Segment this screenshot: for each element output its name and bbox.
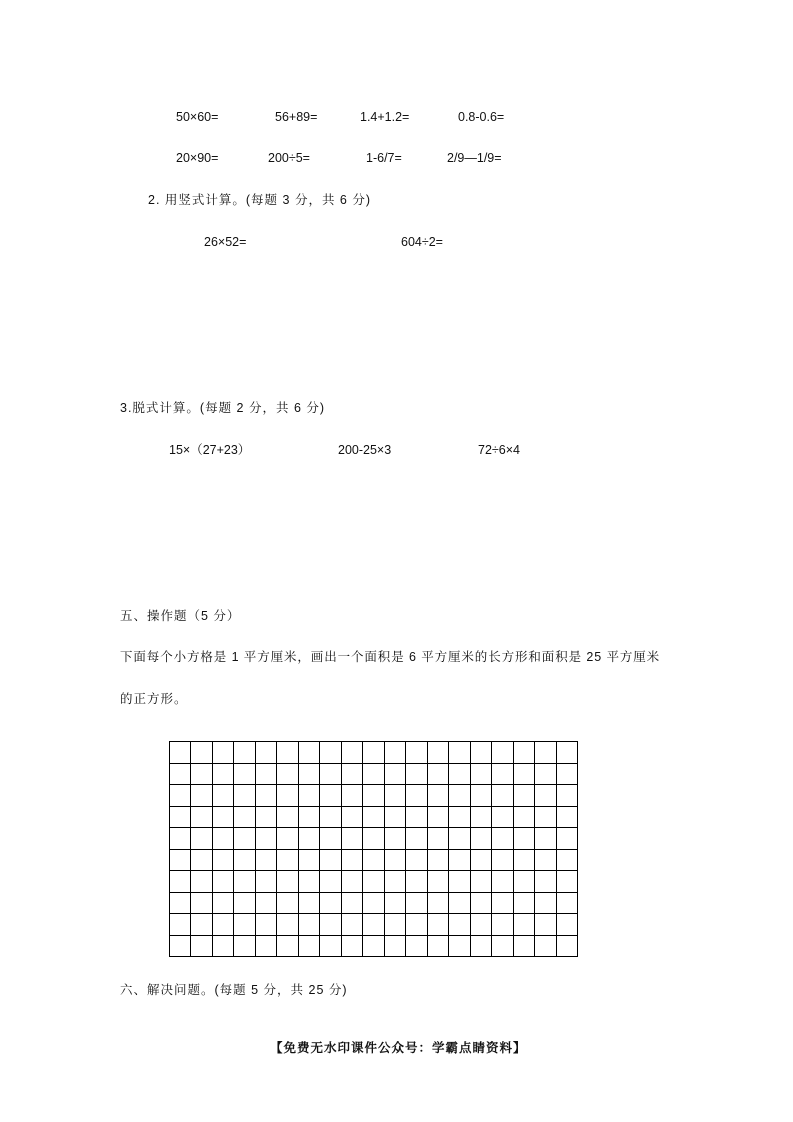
grid-cell (406, 936, 427, 958)
grid-cell (234, 850, 255, 872)
oral-calc-item: 50×60= (176, 110, 219, 124)
vertical-calc-item: 604÷2= (401, 235, 443, 249)
grid-cell (385, 936, 406, 958)
grid-cell (234, 807, 255, 829)
grid-cell (449, 828, 470, 850)
grid-cell (256, 936, 277, 958)
grid-cell (320, 764, 341, 786)
grid-cell (277, 785, 298, 807)
grid-cell (299, 828, 320, 850)
grid-cell (256, 785, 277, 807)
grid-cell (492, 871, 513, 893)
grid-cell (492, 785, 513, 807)
grid-cell (213, 850, 234, 872)
grid-cell (385, 828, 406, 850)
grid-cell (342, 936, 363, 958)
grid-cell (428, 850, 449, 872)
grid-cell (299, 807, 320, 829)
grid-cell (256, 807, 277, 829)
grid-cell (449, 893, 470, 915)
grid-cell (363, 764, 384, 786)
section5-instruction-line2: 的正方形。 (120, 692, 188, 706)
grid-cell (213, 893, 234, 915)
grid-cell (428, 871, 449, 893)
vertical-calc-heading: 2. 用竖式计算。(每题 3 分，共 6 分) (148, 193, 372, 207)
grid-cell (213, 914, 234, 936)
grid-cell (299, 893, 320, 915)
grid-cell (277, 936, 298, 958)
grid-cell (385, 742, 406, 764)
grid-cell (428, 807, 449, 829)
grid-cell (492, 914, 513, 936)
grid-cell (234, 871, 255, 893)
grid-cell (170, 828, 191, 850)
grid-cell (514, 785, 535, 807)
grid-cell (535, 871, 556, 893)
grid-cell (535, 785, 556, 807)
grid-cell (471, 893, 492, 915)
step-calc-item: 72÷6×4 (478, 443, 520, 457)
grid-cell (385, 893, 406, 915)
oral-calc-item: 0.8-0.6= (458, 110, 505, 124)
grid-cell (363, 807, 384, 829)
grid-cell (342, 785, 363, 807)
vertical-calc-item: 26×52= (204, 235, 247, 249)
grid-cell (385, 764, 406, 786)
grid-cell (406, 764, 427, 786)
grid-cell (363, 936, 384, 958)
oral-calc-item: 20×90= (176, 151, 219, 165)
grid-cell (514, 936, 535, 958)
grid-cell (514, 893, 535, 915)
grid-cell (256, 742, 277, 764)
oral-calc-item: 200÷5= (268, 151, 310, 165)
grid-cell (449, 936, 470, 958)
oral-calc-item: 1-6/7= (366, 151, 402, 165)
grid-cell (514, 764, 535, 786)
grid-cell (385, 871, 406, 893)
grid-cell (256, 828, 277, 850)
grid-cell (557, 807, 578, 829)
grid-cell (449, 742, 470, 764)
grid-cell (277, 871, 298, 893)
grid-cell (191, 785, 212, 807)
grid-cell (170, 807, 191, 829)
grid-cell (535, 828, 556, 850)
grid-cell (342, 893, 363, 915)
grid-cell (277, 807, 298, 829)
oral-calc-item: 2/9—1/9= (447, 151, 502, 165)
grid-cell (535, 936, 556, 958)
grid-cell (449, 914, 470, 936)
grid-cell (385, 785, 406, 807)
grid-cell (514, 850, 535, 872)
grid-cell (277, 764, 298, 786)
grid-cell (406, 828, 427, 850)
grid-cell (535, 807, 556, 829)
grid-cell (277, 893, 298, 915)
grid-cell (299, 764, 320, 786)
grid-cell (471, 742, 492, 764)
grid-cell (492, 764, 513, 786)
grid-cell (557, 785, 578, 807)
grid-cell (213, 764, 234, 786)
grid-cell (320, 850, 341, 872)
grid-cell (342, 742, 363, 764)
grid-cell (299, 914, 320, 936)
grid-cell (342, 850, 363, 872)
grid-cell (557, 936, 578, 958)
grid-cell (213, 785, 234, 807)
grid-cell (449, 785, 470, 807)
grid-cell (234, 764, 255, 786)
grid-cell (557, 893, 578, 915)
grid-cell (449, 764, 470, 786)
grid-cell (277, 850, 298, 872)
section5-heading: 五、操作题（5 分） (120, 609, 241, 623)
step-calc-item: 200-25×3 (338, 443, 392, 457)
grid-cell (557, 742, 578, 764)
grid-cell (213, 828, 234, 850)
grid-cell (234, 828, 255, 850)
grid-cell (170, 850, 191, 872)
grid-cell (406, 785, 427, 807)
grid-cell (320, 785, 341, 807)
grid-cell (428, 764, 449, 786)
oral-calc-item: 1.4+1.2= (360, 110, 410, 124)
grid-cell (492, 936, 513, 958)
grid-cell (492, 807, 513, 829)
grid-cell (471, 828, 492, 850)
grid-cell (406, 850, 427, 872)
step-calc-heading: 3.脱式计算。(每题 2 分，共 6 分) (120, 401, 326, 415)
grid-cell (234, 785, 255, 807)
grid-cell (256, 893, 277, 915)
oral-calc-item: 56+89= (275, 110, 318, 124)
grid-cell (428, 785, 449, 807)
grid-cell (299, 850, 320, 872)
grid-cell (471, 936, 492, 958)
grid-cell (191, 850, 212, 872)
grid-cell (471, 785, 492, 807)
grid-cell (299, 871, 320, 893)
grid-cell (449, 871, 470, 893)
grid-cell (471, 871, 492, 893)
grid-cell (471, 850, 492, 872)
grid-cell (256, 871, 277, 893)
grid-cell (363, 828, 384, 850)
grid-cell (191, 828, 212, 850)
grid-cell (277, 828, 298, 850)
grid-cell (449, 807, 470, 829)
grid-cell (428, 893, 449, 915)
grid-cell (557, 764, 578, 786)
grid-cell (191, 807, 212, 829)
section6-heading: 六、解决问题。(每题 5 分，共 25 分) (120, 983, 348, 997)
grid-cell (514, 871, 535, 893)
grid-cell (471, 914, 492, 936)
grid-cell (492, 742, 513, 764)
grid-cell (213, 742, 234, 764)
grid-cell (471, 764, 492, 786)
grid-cell (428, 828, 449, 850)
grid-cell (342, 871, 363, 893)
grid-cell (535, 742, 556, 764)
grid-cell (428, 742, 449, 764)
grid-cell (406, 742, 427, 764)
grid-cell (191, 914, 212, 936)
grid-cell (428, 936, 449, 958)
grid-cell (385, 914, 406, 936)
grid-cell (234, 914, 255, 936)
grid-cell (170, 742, 191, 764)
grid-cell (535, 914, 556, 936)
grid-cell (191, 764, 212, 786)
grid-cell (492, 850, 513, 872)
grid-cell (514, 828, 535, 850)
grid-cell (342, 764, 363, 786)
grid-cell (234, 893, 255, 915)
grid-cell (213, 871, 234, 893)
grid-cell (492, 828, 513, 850)
grid-cell (320, 914, 341, 936)
grid-cell (557, 828, 578, 850)
grid-cell (363, 785, 384, 807)
grid-cell (299, 742, 320, 764)
grid-cell (557, 914, 578, 936)
grid-cell (557, 850, 578, 872)
grid-cell (406, 914, 427, 936)
grid-cell (320, 893, 341, 915)
grid-cell (406, 893, 427, 915)
grid-cell (256, 914, 277, 936)
grid-cell (557, 871, 578, 893)
grid-cell (277, 914, 298, 936)
grid-cell (320, 936, 341, 958)
grid-cell (299, 936, 320, 958)
grid-cell (385, 807, 406, 829)
grid-cell (170, 893, 191, 915)
grid-cell (406, 807, 427, 829)
grid-cell (320, 807, 341, 829)
grid-cell (535, 764, 556, 786)
grid-cell (514, 914, 535, 936)
grid-cell (492, 893, 513, 915)
grid-cell (191, 893, 212, 915)
grid-cell (191, 871, 212, 893)
grid-cell (363, 850, 384, 872)
grid-cell (191, 742, 212, 764)
grid-cell (535, 893, 556, 915)
square-grid (169, 741, 578, 957)
grid-cell (363, 871, 384, 893)
grid-cell (256, 850, 277, 872)
grid-cell (363, 914, 384, 936)
grid-cell (191, 936, 212, 958)
grid-cell (471, 807, 492, 829)
grid-cell (234, 742, 255, 764)
grid-cell (320, 742, 341, 764)
section5-instruction-line1: 下面每个小方格是 1 平方厘米，画出一个面积是 6 平方厘米的长方形和面积是 25 平方厘米 (120, 650, 661, 664)
grid-cell (449, 850, 470, 872)
footer-watermark-note: 【免费无水印课件公众号：学霸点睛资料】 (270, 1041, 527, 1055)
grid-cell (385, 850, 406, 872)
grid-cell (363, 893, 384, 915)
grid-cell (277, 742, 298, 764)
grid-cell (299, 785, 320, 807)
grid-cell (342, 807, 363, 829)
grid-cell (428, 914, 449, 936)
grid-cell (406, 871, 427, 893)
grid-cell (363, 742, 384, 764)
grid-cell (213, 936, 234, 958)
grid-cell (213, 807, 234, 829)
grid-cell (514, 807, 535, 829)
grid-cell (170, 871, 191, 893)
grid-cell (170, 936, 191, 958)
grid-cell (234, 936, 255, 958)
grid-cell (342, 828, 363, 850)
grid-cell (342, 914, 363, 936)
grid-cell (170, 914, 191, 936)
grid-cell (170, 785, 191, 807)
grid-cell (514, 742, 535, 764)
grid-cell (256, 764, 277, 786)
grid-cell (535, 850, 556, 872)
grid-cell (320, 871, 341, 893)
grid-cell (320, 828, 341, 850)
grid-cell (170, 764, 191, 786)
step-calc-item: 15×（27+23） (169, 443, 251, 457)
